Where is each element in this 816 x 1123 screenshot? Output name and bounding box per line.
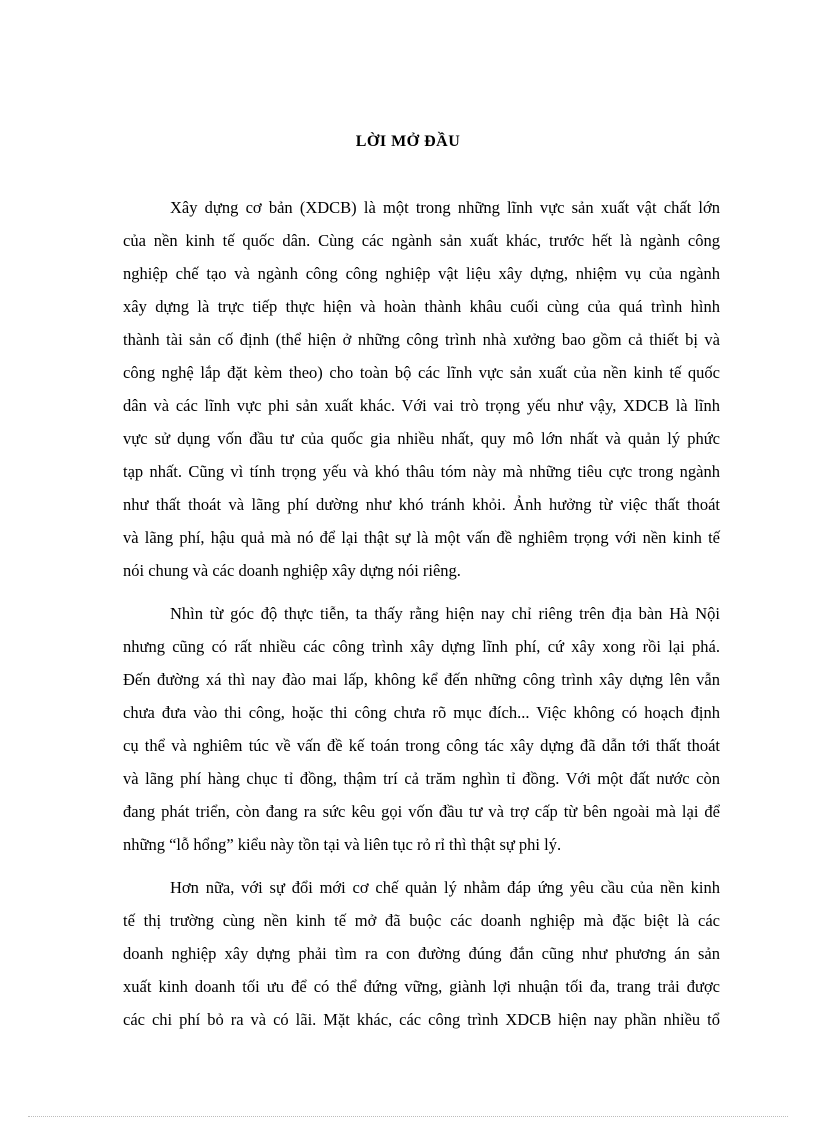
paragraph-2-line-8: những “lỗ hổng” kiểu này tồn tại và liên tục rỏ rỉ thì thật sự phi lý. — [123, 835, 562, 854]
paragraph-3-line-1: Hơn nữa, với sự đổi mới cơ chế quản lý nhằm đáp ứng yêu cầu của nền kinh — [170, 878, 720, 897]
paragraph-1-line-5: thành tài sản cố định (thể hiện ở những công trình nhà xưởng bao gồm cả thiết bị và — [123, 330, 720, 349]
paragraph-2-line-7: đang phát triển, còn đang ra sức kêu gọi vốn đầu tư và trợ cấp từ bên ngoài mà lại để — [123, 802, 720, 821]
paragraph-1-line-1: Xây dựng cơ bản (XDCB) là một trong những lĩnh vực sản xuất vật chất lớn — [170, 198, 720, 217]
paragraph-2-line-4: chưa đưa vào thi công, hoặc thi công chưa rõ mục đích... Việc không có hoạch định — [123, 703, 720, 722]
paragraph-1-line-8: vực sử dụng vốn đầu tư của quốc gia nhiều nhất, quy mô lớn nhất và quản lý phức — [123, 429, 720, 448]
paragraph-1-line-11: và lãng phí, hậu quả mà nó để lại thật sự là một vấn đề nghiêm trọng với nền kinh tế — [123, 528, 720, 547]
paragraph-3-line-4: xuất kinh doanh tối ưu để có thể đứng vững, giành lợi nhuận tối đa, trang trải được — [123, 977, 720, 996]
paragraph-1-line-2: của nền kinh tế quốc dân. Cùng các ngành sản xuất khác, trước hết là ngành công — [123, 231, 720, 250]
paragraph-2-line-1: Nhìn từ góc độ thực tiễn, ta thấy rằng hiện nay chỉ riêng trên địa bàn Hà Nội — [170, 604, 720, 623]
paragraph-1-line-7: dân và các lĩnh vực phi sản xuất khác. Với vai trò trọng yếu như vậy, XDCB là lĩnh — [123, 396, 720, 415]
paragraph-3-line-2: tế thị trường cùng nền kinh tế mở đã buộc các doanh nghiệp mà đặc biệt là các — [123, 911, 720, 930]
page-bottom-divider — [28, 1116, 788, 1117]
paragraph-1-line-3: nghiệp chế tạo và ngành công công nghiệp vật liệu xây dựng, nhiệm vụ của ngành — [123, 264, 720, 283]
paragraph-1-line-12: nói chung và các doanh nghiệp xây dựng nói riêng. — [123, 561, 461, 580]
paragraph-2-line-5: cụ thể và nghiêm túc về vấn đề kế toán trong công tác xây dựng đã dẫn tới thất thoát — [123, 736, 720, 755]
paragraph-3-line-5: các chi phí bỏ ra và có lãi. Mặt khác, các công trình XDCB hiện nay phần nhiều tổ — [123, 1010, 720, 1029]
paragraph-3-line-3: doanh nghiệp xây dựng phải tìm ra con đường đúng đắn cũng như phương án sản — [123, 944, 720, 963]
paragraph-2-line-6: và lãng phí hàng chục tỉ đồng, thậm trí cả trăm nghìn tỉ đồng. Với một đất nước còn — [123, 769, 720, 788]
paragraph-2-line-3: Đến đường xá thì nay đào mai lấp, không kể đến những công trình xây dựng lên vẫn — [123, 670, 720, 689]
paragraph-1-line-9: tạp nhất. Cũng vì tính trọng yếu và khó thâu tóm này mà những tiêu cực trong ngành — [123, 462, 720, 481]
paragraph-2-line-2: nhưng cũng có rất nhiều các công trình xây dựng lĩnh phí, cứ xây xong rồi lại phá. — [123, 637, 720, 656]
paragraph-1-line-10: như thất thoát và lãng phí dường như khó tránh khỏi. Ảnh hưởng từ việc thất thoát — [123, 495, 720, 514]
paragraph-1-line-6: công nghệ lắp đặt kèm theo) cho toàn bộ các lĩnh vực sản xuất của nền kinh tế quốc — [123, 363, 720, 382]
paragraph-1-line-4: xây dựng là trực tiếp thực hiện và hoàn thành khâu cuối cùng của quá trình hình — [123, 297, 720, 316]
page-title: LỜI MỞ ĐẦU — [355, 133, 461, 150]
